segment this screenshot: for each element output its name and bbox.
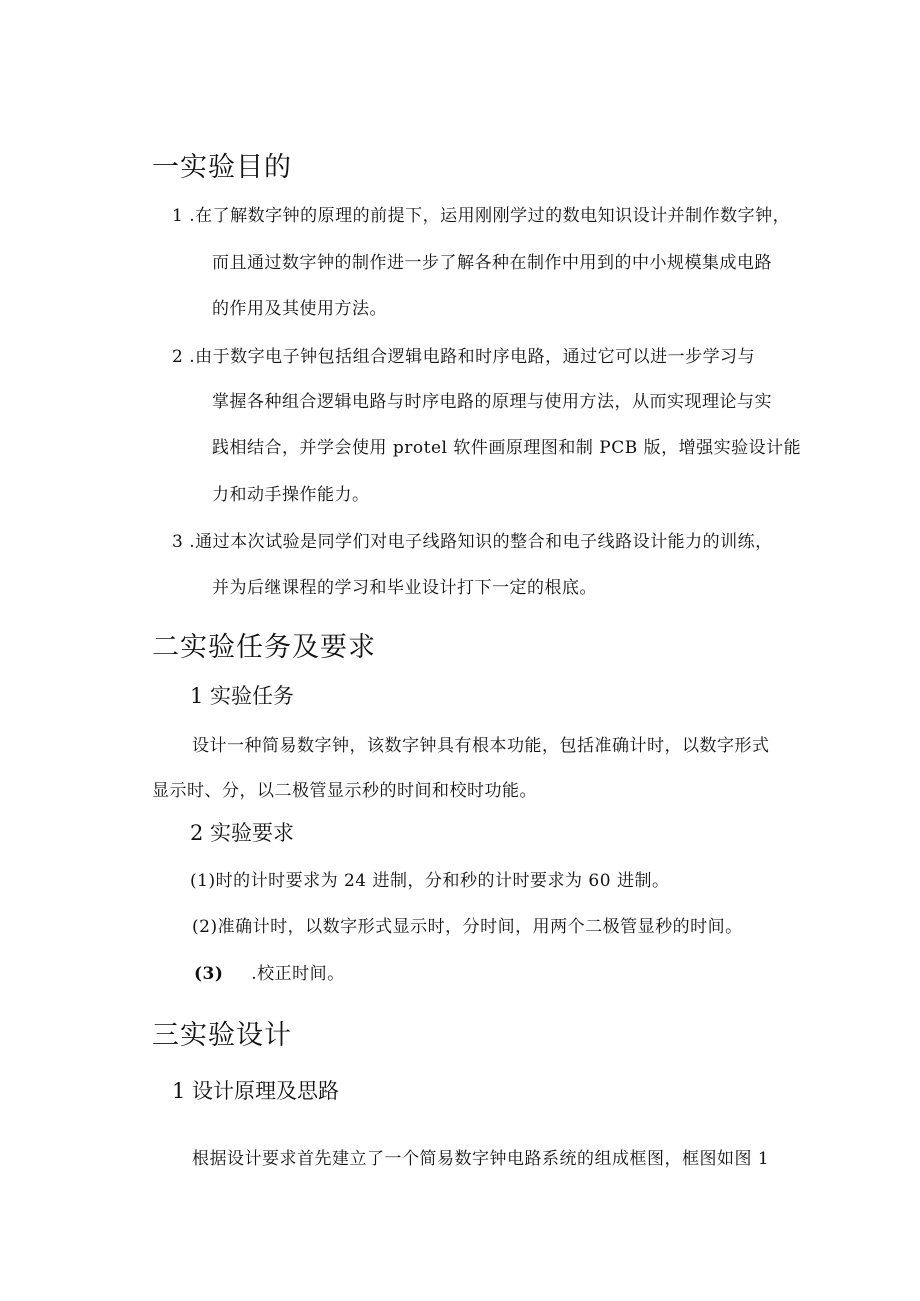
requirement-item-3-text: .校正时间。 [251, 964, 345, 984]
purpose-item-3-line-2: 并为后继课程的学习和毕业设计打下一定的根底。 [212, 578, 597, 598]
task-text-line-1: 设计一种简易数字钟，该数字钟具有根本功能，包括准确计时，以数字形式 [192, 736, 770, 756]
section-1-title: 一实验目的 [152, 152, 292, 183]
purpose-item-1-line-3: 的作用及其使用方法。 [212, 299, 387, 319]
purpose-item-2-line-4: 力和动手操作能力。 [212, 485, 370, 505]
section-3-title: 三实验设计 [152, 1020, 292, 1051]
requirements-heading: 2 实验要求 [190, 821, 295, 845]
design-principle-heading: 1 设计原理及思路 [172, 1079, 340, 1103]
purpose-item-2-line-2: 掌握各种组合逻辑电路与时序电路的原理与使用方法，从而实现理论与实 [212, 392, 772, 412]
purpose-item-2-line-1: 2 .由于数字电子钟包括组合逻辑电路和时序电路，通过它可以进一步学习与 [172, 347, 756, 367]
requirement-item-3 [194, 959, 345, 984]
section-2-title: 二实验任务及要求 [152, 632, 376, 663]
design-principle-text-line-1: 根据设计要求首先建立了一个简易数字钟电路系统的组成框图，框图如图 1 [192, 1149, 770, 1169]
task-heading: 1 实验任务 [190, 684, 295, 708]
task-text-line-2: 显示时、分，以二极管显示秒的时间和校时功能。 [152, 781, 537, 801]
requirement-item-3-number: (3) [194, 964, 224, 984]
purpose-item-1-line-1: 1 .在了解数字钟的原理的前提下，运用刚刚学过的数电知识设计并制作数字钟， [172, 206, 791, 226]
requirement-item-2: (2)准确计时，以数字形式显示时，分时间，用两个二极管显秒的时间。 [192, 917, 743, 937]
purpose-item-3-line-1: 3 .通过本次试验是同学们对电子线路知识的整合和电子线路设计能力的训练， [172, 532, 773, 552]
purpose-item-2-line-3: 践相结合，并学会使用 protel 软件画原理图和制 PCB 版，增强实验设计能 [212, 438, 802, 458]
purpose-item-1-line-2: 而且通过数字钟的制作进一步了解各种在制作中用到的中小规模集成电路 [212, 253, 772, 273]
requirement-item-1: (1)时的计时要求为 24 进制，分和秒的计时要求为 60 进制。 [190, 871, 670, 891]
